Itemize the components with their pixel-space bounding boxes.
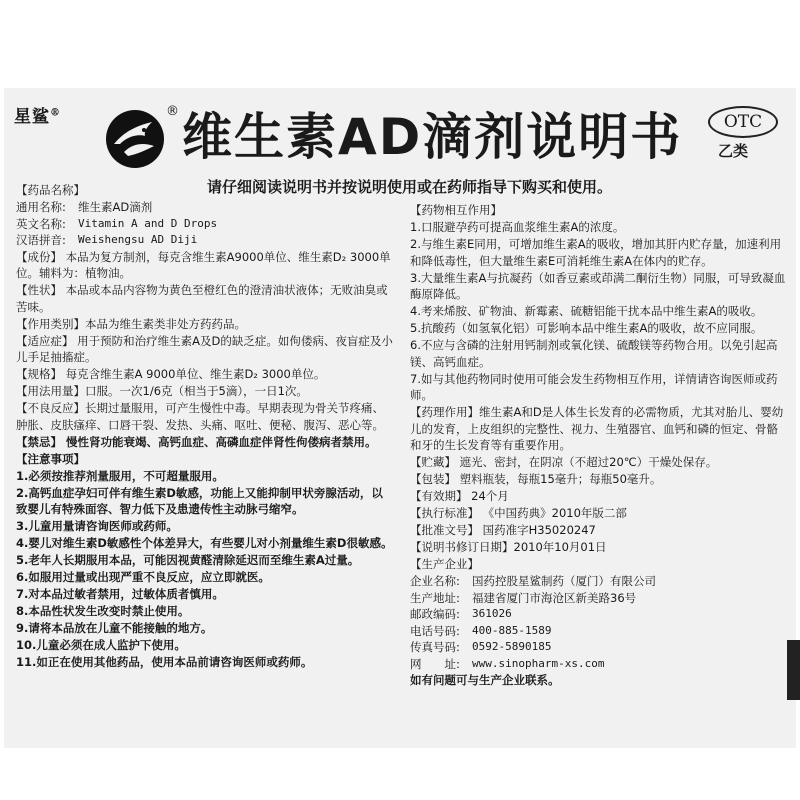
right-column [410,202,786,689]
generic-name-row [16,199,394,216]
section-usage: 【用法用量】口服。一次1/6克（相当于5滴），一日1次。 [16,384,308,398]
maker-row [410,606,786,623]
caution-list [16,468,394,671]
maker-value: 0592-5890185 [472,640,552,653]
caution-item: 5.老年人长期服用本品，可能因视黄醛清除延迟而至维生素A过量。 [16,553,360,567]
caution-item: 2.高钙血症孕妇可伴有维生素D敏感，功能上又能抑制甲状旁腺活动，以致婴儿有特殊面容、智力低下及患遗传性主动脉弓缩窄。 [16,485,383,516]
scan-edge-mark [787,640,800,700]
pinyin-value: Weishengsu AD Diji [78,233,198,246]
interaction-item: 7.如与其他药物同时使用可能会发生药物相互作用，详情请咨询医师或药师。 [410,371,778,402]
section-indications: 【适应症】 用于预防和治疗维生素A及D的缺乏症。如佝偻病、夜盲症及小儿手足抽搐症。 [16,333,393,364]
english-name-key: 英文名称: [16,216,66,231]
interaction-list [410,219,786,404]
generic-name-value: 维生素AD滴剂 [78,200,153,214]
english-name-row [16,216,394,233]
caution-item: 7.对本品过敏者禁用，过敏体质者慎用。 [16,587,224,601]
caution-item: 10.儿童必须在成人监护下使用。 [16,638,186,652]
maker-row [410,656,786,673]
maker-value: 361026 [472,607,512,620]
maker-value: www.sinopharm-xs.com [472,656,605,670]
maker-key: 传真号码: [410,640,460,654]
interaction-item: 3.大量维生素A与抗凝药（如香豆素或茚满二酮衍生物）同服，可导致凝血酶原降低。 [410,270,786,301]
caution-item: 9.请将本品放在儿童不能接触的地方。 [16,621,213,635]
title-registered-mark: ® [166,104,179,119]
caution-item: 8.本品性状发生改变时禁止使用。 [16,604,190,618]
otc-badge: OTC [708,106,778,138]
section-properties: 【性状】 本品或本品内容物为黄色至橙红色的澄清油状液体；无败油臭或苦味。 [16,283,388,314]
brand-name [14,102,61,127]
contact-note: 如有问题可与生产企业联系。 [410,673,560,687]
section-pharmacology: 【药理作用】维生素A和D是人体生长发育的必需物质，尤其对胎儿、婴幼儿的发育，上皮组织的完整性、视力、生殖器官、血钙和磷的恒定、骨骼和牙的生长发育等有重要作用。 [410,405,784,452]
maker-key: 电话号码: [410,623,460,638]
section-category: 【作用类别】本品为维生素类非处方药药品。 [16,316,246,331]
maker-row [410,573,786,590]
generic-name-key: 通用名称: [16,200,66,214]
maker-row [410,639,786,656]
page-title: 维生素AD滴剂说明书 [182,108,683,166]
section-revision: 【说明书修订日期】2010年10月01日 [410,540,607,554]
section-interactions-head: 【药物相互作用】 [410,203,502,217]
section-storage: 【贮藏】 遮光、密封，在阴凉（不超过20℃）干燥处保存。 [410,455,718,469]
caution-item: 4.婴儿对维生素D敏感性个体差异大，有些婴儿对小剂量维生素D很敏感。 [16,536,393,550]
section-spec: 【规格】 每克含维生素A 9000单位、维生素D₂ 3000单位。 [16,367,326,381]
caution-item: 1.必须按推荐剂量服用，不可超量服用。 [16,468,224,483]
maker-value: 国药控股星鲨制药（厦门）有限公司 [472,574,656,588]
english-name-value: Vitamin A and D Drops [78,216,218,230]
shark-logo-icon [104,108,166,170]
section-standard: 【执行标准】 《中国药典》2010年版二部 [410,506,627,520]
maker-row [410,623,786,640]
section-approval: 【批准文号】 国药准字H35020247 [410,523,596,537]
interaction-item: 2.与维生素E同用，可增加维生素A的吸收，增加其肝内贮存量，加速利用和降低毒性，但大量维生素E可消耗维生素A在体内的贮存。 [410,237,782,268]
caution-item: 3.儿童用量请咨询医师或药师。 [16,519,178,533]
interaction-item: 4.考来烯胺、矿物油、新霉素、硫糖铝能干扰本品中维生素A的吸收。 [410,304,763,318]
brand-registered-mark: ® [50,107,61,119]
pinyin-row [16,232,394,249]
section-adverse: 【不良反应】长期过量服用，可产生慢性中毒。早期表现为骨关节疼痛、肿胀、皮肤瘙痒、口唇干裂、发热、头痛、呕吐、便秘、腹泻、恶心等。 [16,401,384,432]
caution-item: 11.如正在使用其他药品，使用本品前请咨询医师或药师。 [16,655,313,669]
maker-row [410,590,786,607]
interaction-item: 1.口服避孕药可提高血浆维生素A的浓度。 [410,220,625,234]
caution-item: 6.如服用过量或出现严重不良反应，应立即就医。 [16,570,270,584]
maker-key: 网 址: [410,656,460,671]
usage-notice: 请仔细阅读说明书并按说明使用或在药师指导下购买和使用。 [207,178,613,196]
interaction-item: 6.不应与含磷的注射用钙制剂或氧化镁、硫酸镁等药物合用。以免引起高镁、高钙血症。 [410,338,778,369]
brand-text: 星鲨 [14,107,50,127]
left-column [16,182,394,671]
section-package: 【包装】 塑料瓶装，每瓶15毫升；每瓶50毫升。 [410,472,662,486]
maker-key: 生产地址: [410,590,460,605]
section-maker-head: 【生产企业】 [410,557,479,571]
maker-value: 400-885-1589 [472,623,552,637]
section-validity: 【有效期】 24个月 [410,489,509,503]
maker-key: 企业名称: [410,574,460,588]
section-composition: 【成份】 本品为复方制剂，每克含维生素A9000单位、维生素D₂ 3000单位。辅料为：植物油。 [16,249,391,280]
interaction-item: 5.抗酸药（如氢氧化铝）可影响本品中维生素A的吸收，故不应同服。 [410,321,763,335]
section-drug-name: 【药品名称】 [16,183,85,197]
pinyin-key: 汉语拼音: [16,233,66,247]
maker-key: 邮政编码: [410,607,460,621]
otc-class-label: 乙类 [718,142,749,160]
section-cautions-head: 【注意事项】 [16,451,85,466]
section-contraindications: 【禁忌】 慢性肾功能衰竭、高钙血症、高磷血症伴肾性佝偻病者禁用。 [16,434,377,449]
maker-value: 福建省厦门市海沧区新美路36号 [472,590,637,605]
